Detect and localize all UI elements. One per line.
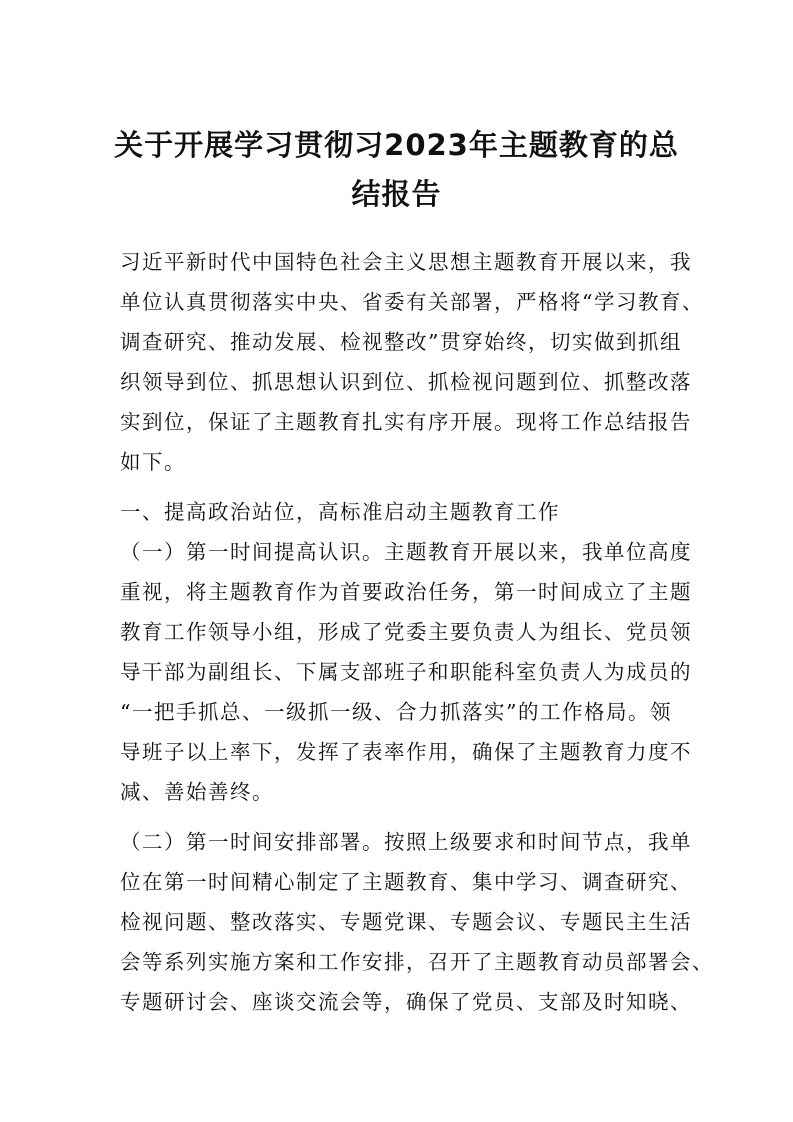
section-heading: 一、提高政治站位，高标准启动主题教育工作 xyxy=(120,500,560,524)
body-line: 实到位，保证了主题教育扎实有序开展。现将工作总结报告 xyxy=(120,410,692,434)
body-line: 导干部为副组长、下属支部班子和职能科室负责人为成员的 xyxy=(120,660,692,684)
body-line: 重视，将主题教育作为首要政治任务，第一时间成立了主题 xyxy=(120,580,692,604)
body-line: 减、善始善终。 xyxy=(120,780,274,804)
body-line: 导班子以上率下，发挥了表率作用，确保了主题教育力度不 xyxy=(120,740,692,764)
body-line: （一）第一时间提高认识。主题教育开展以来，我单位高度 xyxy=(120,540,692,564)
body-line: “一把手抓总、一级抓一级、合力抓落实”的工作格局。领 xyxy=(120,700,672,724)
body-line: 织领导到位、抓思想认识到位、抓检视问题到位、抓整改落 xyxy=(120,370,692,394)
body-line: 如下。 xyxy=(120,450,186,474)
document-title-line-2: 结报告 xyxy=(351,177,442,211)
body-line: 位在第一时间精心制定了主题教育、集中学习、调查研究、 xyxy=(120,870,692,894)
body-line: 教育工作领导小组，形成了党委主要负责人为组长、党员领 xyxy=(120,620,692,644)
body-line: 检视问题、整改落实、专题党课、专题会议、专题民主生活 xyxy=(120,910,692,934)
body-line: 会等系列实施方案和工作安排，召开了主题教育动员部署会、 xyxy=(120,950,714,974)
body-line: （二）第一时间安排部署。按照上级要求和时间节点，我单 xyxy=(120,830,692,854)
body-line: 习近平新时代中国特色社会主义思想主题教育开展以来，我 xyxy=(120,250,692,274)
body-line: 单位认真贯彻落实中央、省委有关部署，严格将“学习教育、 xyxy=(120,290,704,314)
body-line: 专题研讨会、座谈交流会等，确保了党员、支部及时知晓、 xyxy=(120,990,692,1014)
document-title-line-1: 关于开展学习贯彻习2023年主题教育的总 xyxy=(114,128,679,162)
body-line: 调查研究、推动发展、检视整改”贯穿始终，切实做到抓组 xyxy=(120,330,682,354)
